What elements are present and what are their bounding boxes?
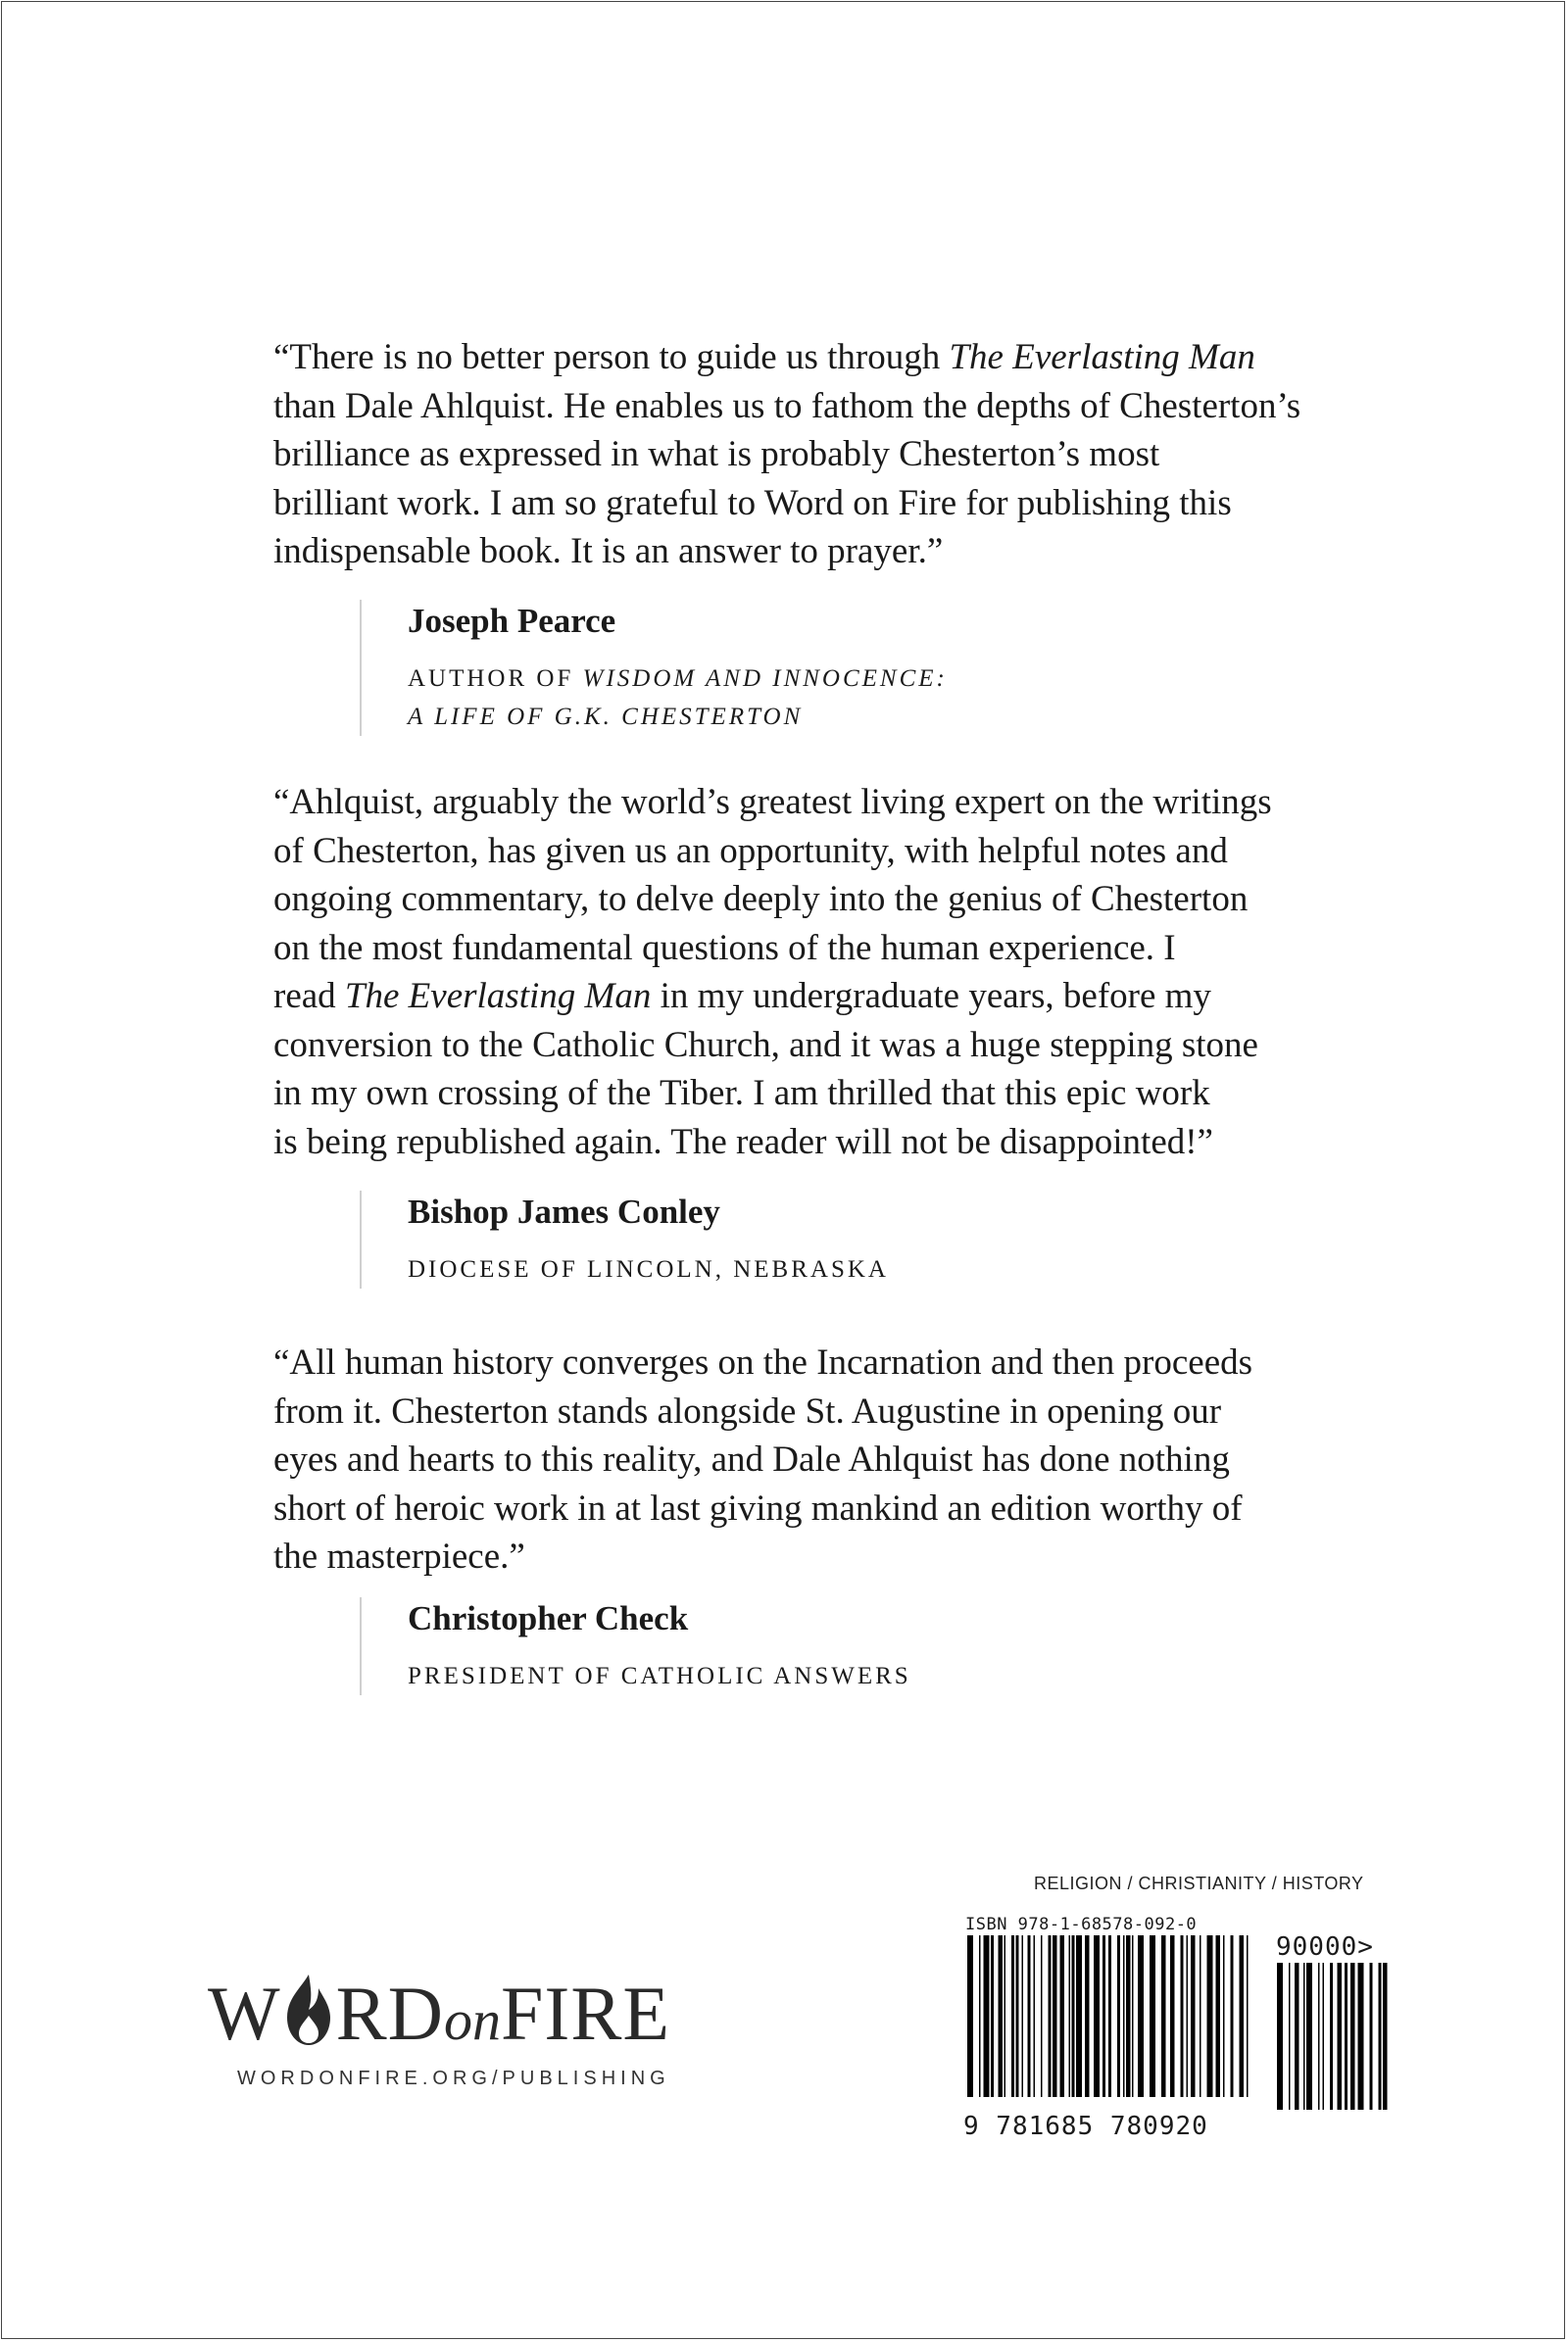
publisher-url: WORDONFIRE.ORG/PUBLISHING [237, 2068, 670, 2089]
quote-text: eyes and hearts to this reality, and Dale Ahlquist has done nothing [273, 1439, 1230, 1480]
barcode-bar [1330, 1963, 1333, 2110]
book-title: The Everlasting Man [344, 976, 652, 1016]
endorser-role: DIOCESE OF LINCOLN, NEBRASKA [408, 1256, 889, 1283]
barcode-bar [1277, 1963, 1283, 2110]
barcode-bar [1132, 1935, 1134, 2097]
quote-text: “There is no better person to guide us through [273, 337, 950, 377]
price-addon-digits: 90000> [1276, 1932, 1374, 1962]
barcode-bar [1303, 1963, 1305, 2110]
barcode-bar [999, 1935, 1004, 2097]
barcode-bar [1028, 1935, 1031, 2097]
quote-joseph-pearce [273, 333, 1332, 576]
quote-text: is being republished again. The reader will not be disappointed!” [273, 1121, 1213, 1162]
barcode-bar [1123, 1935, 1125, 2097]
barcode-bar [967, 1935, 973, 2097]
book-title: The Everlasting Man [949, 337, 1255, 377]
flame-icon [281, 1973, 336, 2066]
quote-text: on the most fundamental questions of the human experience. I [273, 927, 1176, 968]
quote-text: from it. Chesterton stands alongside St. Augustine in opening our [273, 1391, 1222, 1432]
barcode-bar [1338, 1963, 1343, 2110]
role-book-title: WISDOM AND INNOCENCE: [582, 665, 948, 692]
barcode-bar [1350, 1963, 1355, 2110]
quote-text: in my own crossing of the Tiber. I am thrilled that this epic work [273, 1073, 1210, 1113]
barcode-digits: 9 781685 780920 [963, 2112, 1208, 2141]
barcode-bar [1016, 1935, 1019, 2097]
barcode-bar [1240, 1935, 1245, 2097]
logo-fire: FIRE [500, 1971, 671, 2056]
barcode-bar [1247, 1935, 1249, 2097]
barcode-bar [1150, 1935, 1155, 2097]
barcode-bar [1318, 1963, 1320, 2110]
barcode-bar [991, 1935, 994, 2097]
barcode-bar [1053, 1935, 1057, 2097]
barcode-bar [984, 1935, 990, 2097]
role-book-subtitle: A LIFE OF G.K. CHESTERTON [408, 704, 804, 730]
barcode-bar [1191, 1935, 1196, 2097]
logo-letters-rd: RD [335, 1971, 444, 2056]
barcode-bar [1200, 1935, 1201, 2097]
barcode-bar [1223, 1935, 1225, 2097]
quote-james-conley [273, 778, 1332, 1166]
attribution-joseph-pearce [360, 600, 948, 736]
barcode-bar [1383, 1963, 1388, 2110]
logo-wordmark [208, 1970, 670, 2066]
quote-text: of Chesterton, has given us an opportunity, with helpful notes and [273, 830, 1228, 871]
barcode-bar [1085, 1935, 1090, 2097]
category-label: RELIGION / CHRISTIANITY / HISTORY [1034, 1874, 1364, 1893]
quote-text: in my undergraduate years, before my [651, 976, 1211, 1016]
barcode-bar [1170, 1935, 1175, 2097]
barcode-bar [1041, 1935, 1043, 2097]
barcode-icon [965, 1935, 1396, 2112]
endorser-role: PRESIDENT OF CATHOLIC ANSWERS [408, 1663, 911, 1689]
barcode-main-bars [967, 1935, 1249, 2097]
barcode-addon-bars [1277, 1963, 1388, 2110]
role-prefix: AUTHOR OF [408, 665, 583, 692]
barcode-bar [1072, 1935, 1075, 2097]
barcode-bar [1295, 1963, 1299, 2110]
endorser-name: Bishop James Conley [408, 1193, 720, 1231]
attribution-james-conley [360, 1191, 889, 1289]
quote-text: “Ahlquist, arguably the world’s greatest living expert on the writings [273, 782, 1272, 822]
barcode-bar [1117, 1935, 1120, 2097]
quote-text: conversion to the Catholic Church, and it was a huge stepping stone [273, 1024, 1258, 1065]
endorser-name: Christopher Check [408, 1599, 689, 1637]
barcode-bar [1069, 1935, 1071, 2097]
barcode-bar [1358, 1963, 1364, 2110]
barcode-bar [1060, 1935, 1065, 2097]
barcode-bar [979, 1935, 981, 2097]
barcode-bar [1370, 1963, 1373, 2110]
logo-letter-w: W [208, 1971, 281, 2056]
barcode-bar [1323, 1963, 1325, 2110]
barcode-bar [1345, 1963, 1348, 2110]
isbn-label: ISBN 978-1-68578-092-0 [965, 1915, 1198, 1934]
barcode-bar [1138, 1935, 1144, 2097]
barcode-bar [1126, 1935, 1131, 2097]
quote-text: than Dale Ahlquist. He enables us to fathom the depths of Chesterton’s [273, 385, 1301, 426]
barcode-bar [1102, 1935, 1105, 2097]
barcode-bar [1289, 1963, 1291, 2110]
quote-text: the masterpiece.” [273, 1537, 525, 1577]
barcode-bar [1379, 1963, 1382, 2110]
barcode-bar [1207, 1935, 1213, 2097]
barcode-bar [1076, 1935, 1082, 2097]
quote-text: short of heroic work in at last giving mankind an edition worthy of [273, 1488, 1243, 1529]
endorser-role [408, 659, 948, 736]
quote-text: indispensable book. It is an answer to prayer.” [273, 531, 944, 571]
barcode-bar [1108, 1935, 1111, 2097]
quote-christopher-check [273, 1339, 1332, 1582]
barcode-bar [1161, 1935, 1166, 2097]
quote-text: brilliant work. I am so grateful to Word on Fire for publishing this [273, 482, 1232, 523]
attribution-christopher-check [360, 1597, 911, 1695]
quote-text: “All human history converges on the Incarnation and then proceeds [273, 1342, 1253, 1383]
barcode-bar [1094, 1935, 1100, 2097]
barcode-bar [1049, 1935, 1052, 2097]
barcode-bar [1187, 1935, 1189, 2097]
barcode-bar [1216, 1935, 1221, 2097]
quote-text: read [273, 976, 345, 1016]
quote-text: ongoing commentary, to delve deeply into the genius of Chesterton [273, 879, 1249, 919]
barcode-bar [1306, 1963, 1312, 2110]
barcode-bar [1181, 1935, 1184, 2097]
quote-text: brilliance as expressed in what is probably Chesterton’s most [273, 434, 1160, 474]
logo-on: on [443, 1988, 501, 2052]
barcode-bar [1022, 1935, 1024, 2097]
barcode-bar [1011, 1935, 1014, 2097]
barcode-bar [1004, 1935, 1006, 2097]
endorser-name: Joseph Pearce [408, 602, 616, 640]
barcode-bar [1231, 1935, 1234, 2097]
barcode-bar [1034, 1935, 1036, 2097]
